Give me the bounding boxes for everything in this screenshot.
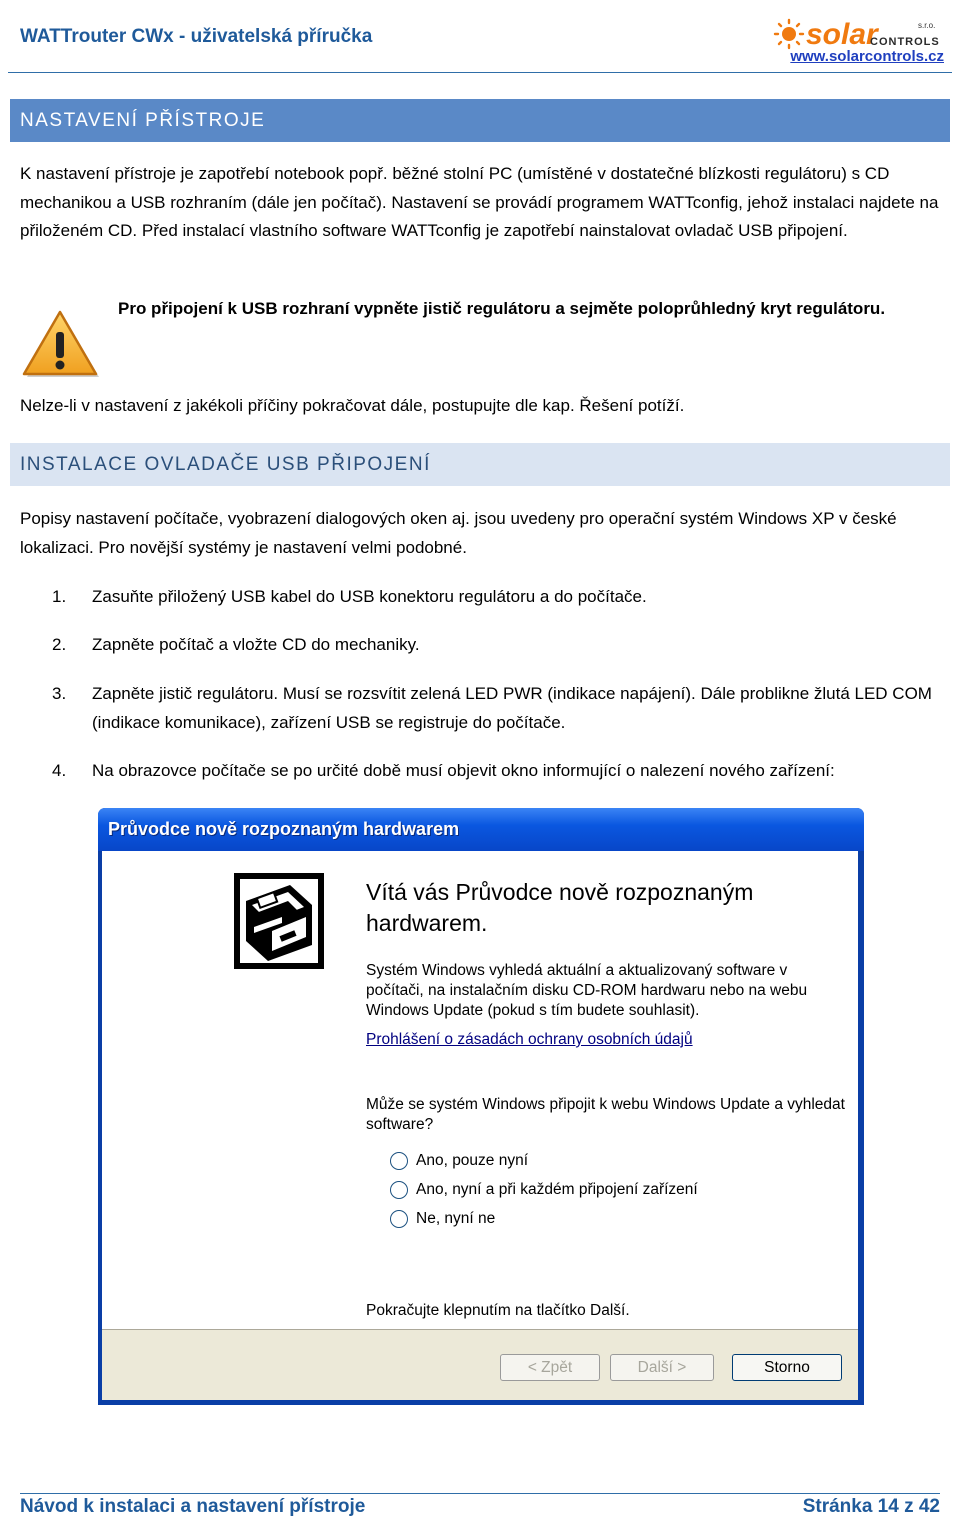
- back-button[interactable]: < Zpět: [500, 1354, 600, 1381]
- footer-divider: [20, 1493, 940, 1494]
- step-number: 4.: [52, 761, 67, 780]
- intro-paragraph: K nastavení přístroje je zapotřebí notebook popř. běžné stolní PC (umístěné v dostatečné blízkosti regulátoru) s CD mechanikou a USB rozhraním (dále jen počítač). Nastavení se provádí programem WATTconfig, jehož instalaci najdete na přiloženém CD. Před instalací vlastního software WATTconfig je zapotřebí nainstalovat ovladač USB připojení.: [20, 164, 939, 241]
- radio-button[interactable]: [390, 1181, 408, 1199]
- wizard-continue-hint: Pokračujte klepnutím na tlačítko Další.: [366, 1302, 630, 1319]
- header-divider: [8, 72, 952, 73]
- cancel-button[interactable]: Storno: [732, 1354, 842, 1381]
- section-heading-device-setup: NASTAVENÍ PŘÍSTROJE: [10, 99, 950, 142]
- new-hardware-wizard-dialog: [98, 808, 864, 1405]
- warning-text: Pro připojení k USB rozhraní vypněte jistič regulátoru a sejměte poloprůhledný kryt regulátoru.: [118, 299, 886, 318]
- step-text: Zasuňte přiložený USB kabel do USB konektoru regulátoru a do počítače.: [92, 587, 647, 606]
- wizard-question: Může se systém Windows připojit k webu Windows Update a vyhledat software?: [366, 1096, 845, 1133]
- footer-document-name: Návod k instalaci a nastavení přístroje: [20, 1496, 366, 1517]
- dialog-title: Průvodce nově rozpoznaným hardwarem: [108, 819, 460, 839]
- section2-intro: Popisy nastavení počítače, vyobrazení dialogových oken aj. jsou uvedeny pro operační systém Windows XP v české lokalizaci. Pro novější systémy je nastavení velmi podobné.: [20, 509, 897, 557]
- step-text: Zapněte jistič regulátoru. Musí se rozsvítit zelená LED PWR (indikace napájení). Dále problikne žlutá LED COM (indikace komunikace), zařízení USB se registruje do počítače.: [92, 684, 932, 732]
- dialog-titlebar[interactable]: [98, 808, 864, 851]
- next-button[interactable]: Další >: [610, 1354, 714, 1381]
- svg-text:s.r.o.: s.r.o.: [918, 21, 936, 30]
- step-number: 3.: [52, 684, 67, 703]
- svg-text:solar: solar: [806, 18, 878, 51]
- radio-button[interactable]: [390, 1152, 408, 1170]
- privacy-policy-link[interactable]: Prohlášení o zásadách ochrany osobních údajů: [366, 1031, 693, 1048]
- svg-text:CONTROLS: CONTROLS: [870, 36, 940, 48]
- section-heading-usb-driver: INSTALACE OVLADAČE USB PŘIPOJENÍ: [10, 443, 950, 486]
- radio-option-yes-always[interactable]: Ano, nyní a při každém připojení zařízení: [390, 1179, 698, 1201]
- radio-option-yes-once[interactable]: Ano, pouze nyní: [390, 1150, 528, 1172]
- wizard-heading: Vítá vás Průvodce nově rozpoznaným hardwarem.: [366, 879, 754, 936]
- step-number: 1.: [52, 587, 67, 606]
- dialog-body: [102, 851, 858, 1400]
- document-title: WATTrouter CWx - uživatelská příručka: [20, 26, 373, 47]
- step-number: 2.: [52, 635, 67, 654]
- wizard-side-panel: [102, 851, 356, 1329]
- hardware-icon: [232, 871, 326, 971]
- wizard-description: Systém Windows vyhledá aktuální a aktualizovaný software v počítači, na instalačním disku CD-ROM hardwaru nebo na webu Windows Update (pokud s tím budete souhlasit).: [366, 962, 808, 1019]
- dialog-separator: [102, 1329, 858, 1330]
- page-number: Stránka 14 z 42: [802, 1496, 940, 1517]
- warning-icon: [20, 308, 100, 380]
- radio-button[interactable]: [390, 1210, 408, 1228]
- sun-logo-icon: [775, 20, 803, 48]
- website-link[interactable]: www.solarcontrols.cz: [790, 48, 944, 65]
- step-text: Na obrazovce počítače se po určité době musí objevit okno informující o nalezení nového zařízení:: [92, 761, 835, 780]
- troubleshooting-note: Nelze-li v nastavení z jakékoli příčiny pokračovat dále, postupujte dle kap. Řešení potíží.: [20, 396, 685, 415]
- step-text: Zapněte počítač a vložte CD do mechaniky.: [92, 635, 420, 654]
- radio-option-no[interactable]: Ne, nyní ne: [390, 1208, 495, 1230]
